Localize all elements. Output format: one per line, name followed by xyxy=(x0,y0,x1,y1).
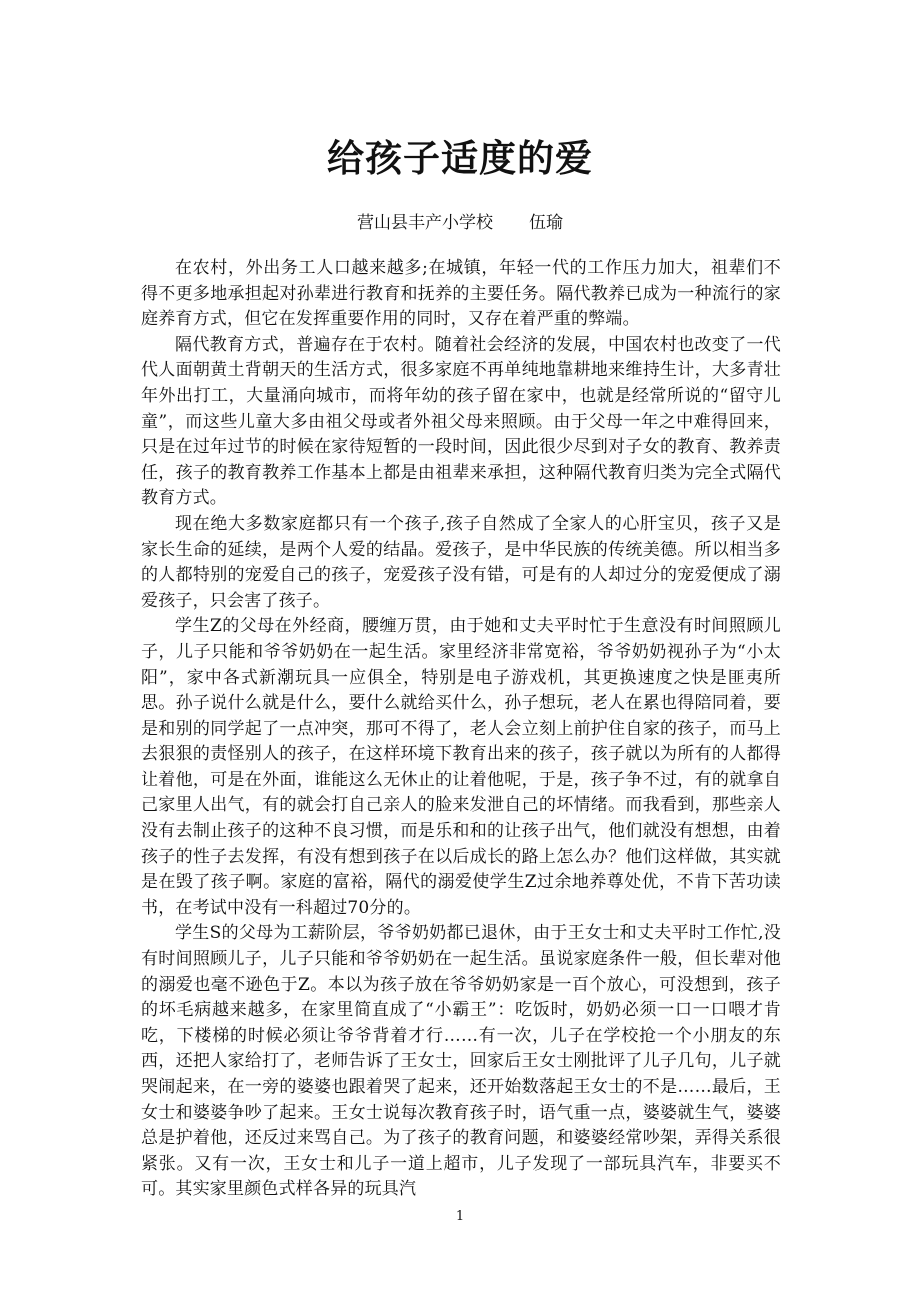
school-name: 营山县丰产小学校 xyxy=(357,213,493,233)
paragraph: 学生S的父母为工薪阶层，爷爷奶奶都已退休，由于王女士和丈夫平时工作忙,没有时间照顾儿子，儿子只能和爷爷奶奶在一起生活。虽说家庭条件一般，但长辈对他的溺爱也毫不逊色于Z。本以为孩子放在爷爷奶奶家是一百个放心，可没想到，孩子的坏毛病越来越多，在家里简直成了“小霸王”：吃饭时，奶奶必须一口一口喂才肯吃，下楼梯的时候必须让爷爷背着才行……有一次，儿子在学校抢一个小朋友的东西，还把人家给打了，老师告诉了王女士，回家后王女士刚批评了儿子几句，儿子就哭闹起来，在一旁的婆婆也跟着哭了起来，还开始数落起王女士的不是……最后，王女士和婆婆争吵了起来。王女士说每次教育孩子时，语气重一点，婆婆就生气，婆婆总是护着他，还反过来骂自己。为了孩子的教育问题，和婆婆经常吵架，弄得关系很紧张。又有一次，王女士和儿子一道上超市，儿子发现了一部玩具汽车，非要买不可。其实家里颜色式样各异的玩具汽 xyxy=(141,923,781,1200)
author-name: 伍瑜 xyxy=(529,213,563,233)
paragraph: 在农村，外出务工人口越来越多;在城镇，年轻一代的工作压力加大，祖辈们不得不更多地承担起对孙辈进行教育和抚养的主要任务。隔代教养已成为一种流行的家庭养育方式，但它在发挥重要作用的同时，又存在着严重的弊端。 xyxy=(141,258,781,330)
paragraph: 现在绝大多数家庭都只有一个孩子,孩子自然成了全家人的心肝宝贝，孩子又是家长生命的延续，是两个人爱的结晶。爱孩子，是中华民族的传统美德。所以相当多的人都特别的宠爱自己的孩子，宠爱孩子没有错，可是有的人却过分的宠爱便成了溺爱孩子，只会害了孩子。 xyxy=(141,513,781,611)
article-body xyxy=(141,256,781,1203)
paragraph: 隔代教育方式，普遍存在于农村。随着社会经济的发展，中国农村也改变了一代代人面朝黄土背朝天的生活方式，很多家庭不再单纯地靠耕地来维持生计，大多青壮年外出打工，大量涌向城市，而将年幼的孩子留在家中，也就是经常所说的“留守儿童”，而这些儿童大多由祖父母或者外祖父母来照顾。由于父母一年之中难得回来，只是在过年过节的时候在家待短暂的一段时间，因此很少尽到对子女的教育、教养责任，孩子的教育教养工作基本上都是由祖辈来承担，这种隔代教育归类为完全式隔代教育方式。 xyxy=(141,334,781,509)
byline xyxy=(0,208,920,233)
page-number: 1 xyxy=(455,1209,465,1224)
document-title: 给孩子适度的爱 xyxy=(327,137,593,180)
paragraph: 学生Z的父母在外经商，腰缠万贯，由于她和丈夫平时忙于生意没有时间照顾儿子，儿子只能和爷爷奶奶在一起生活。家里经济非常宽裕，爷爷奶奶视孙子为“小太阳”，家中各式新潮玩具一应俱全，特别是电子游戏机，其更换速度之快是匪夷所思。孙子说什么就是什么，要什么就给买什么，孙子想玩，老人在累也得陪同着，要是和别的同学起了一点冲突，那可不得了，老人会立刻上前护住自家的孩子，而马上去狠狠的责怪别人的孩子，在这样环境下教育出来的孩子，孩子就以为所有的人都得让着他，可是在外面，谁能这么无休止的让着他呢，于是，孩子争不过，有的就拿自己家里人出气，有的就会打自己亲人的脸来发泄自己的坏情绪。而我看到，那些亲人没有去制止孩子的这种不良习惯，而是乐和和的让孩子出气，他们就没有想想，由着孩子的性子去发挥，有没有想到孩子在以后成长的路上怎么办？他们这样做，其实就是在毁了孩子啊。家庭的富裕，隔代的溺爱使学生Z过余地养尊处优，不肯下苦功读书，在考试中没有一科超过70分的。 xyxy=(141,616,781,918)
